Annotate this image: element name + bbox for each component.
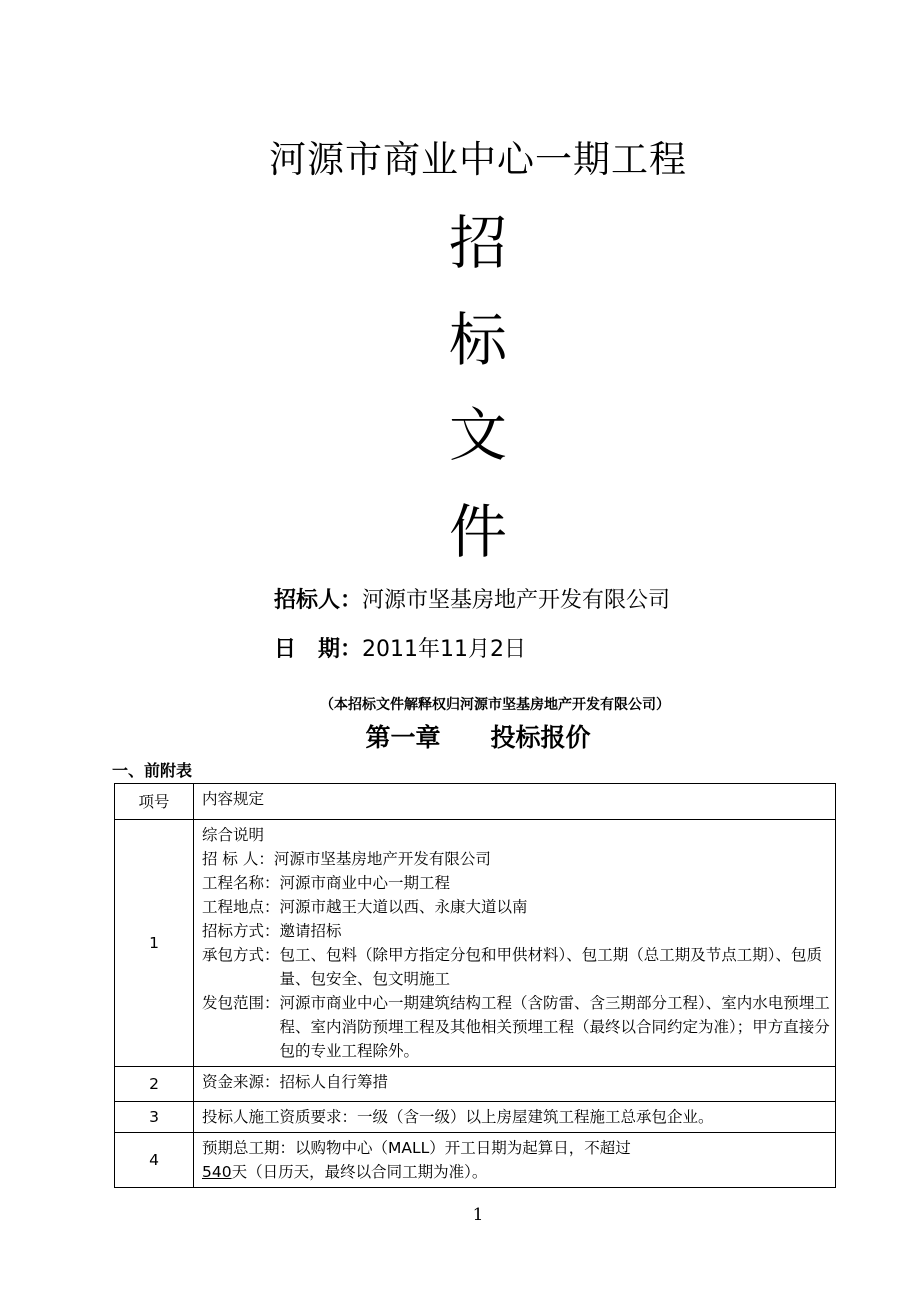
duration-rest: 天（日历天，最终以合同工期为准）。 — [231, 1163, 488, 1181]
table-row — [115, 1067, 836, 1102]
row-content — [194, 820, 836, 1067]
item-value: 邀请招标 — [279, 922, 342, 940]
duration-days: 540 — [202, 1163, 232, 1181]
chapter-title: 第一章 投标报价 — [365, 723, 591, 752]
row-content: 投标人施工资质要求：一级（含一级）以上房屋建筑工程施工总承包企业。 — [194, 1102, 836, 1133]
project-title: 河源市商业中心一期工程 — [269, 138, 687, 181]
list-item — [202, 847, 831, 871]
duration-line-2 — [202, 1160, 831, 1184]
item-key: 工程地点： — [202, 898, 280, 916]
date-line — [274, 634, 526, 666]
item-key: 招 标 人： — [202, 850, 274, 868]
tenderer-line — [274, 585, 670, 617]
row-number: 3 — [115, 1102, 194, 1133]
list-item — [202, 943, 831, 991]
pre-appendix-table — [114, 783, 836, 1188]
item-key: 招标方式： — [202, 922, 280, 940]
duration-line-1: 预期总工期：以购物中心（MALL）开工日期为起算日，不超过 — [202, 1139, 631, 1157]
row-number: 4 — [115, 1133, 194, 1188]
section-title: 一、前附表 — [112, 761, 193, 780]
title-char-3: 文 — [448, 401, 507, 469]
item-value: 河源市坚基房地产开发有限公司 — [273, 850, 491, 868]
item-value: 河源市商业中心一期建筑结构工程（含防雷、含三期部分工程）、室内水电预埋工程、室内消防预埋工程及其他相关预埋工程（最终以合同约定为准）；甲方直接分包的专业工程除外。 — [279, 994, 830, 1060]
list-item — [202, 871, 831, 895]
row-content: 资金来源：招标人自行筹措 — [194, 1067, 836, 1102]
row-content — [194, 1133, 836, 1188]
item-key: 工程名称： — [202, 874, 280, 892]
title-char-2: 标 — [448, 306, 507, 374]
tenderer-label: 招标人： — [274, 588, 363, 613]
table-row — [115, 1133, 836, 1188]
rights-note: （本招标文件解释权归河源市坚基房地产开发有限公司） — [320, 697, 670, 713]
title-char-4: 件 — [448, 498, 507, 566]
item-key: 承包方式： — [202, 946, 280, 964]
table-row — [115, 820, 836, 1067]
tenderer-value: 河源市坚基房地产开发有限公司 — [362, 588, 671, 613]
date-label: 日 期： — [274, 637, 363, 662]
general-description-heading: 综合说明 — [202, 826, 265, 844]
list-item — [202, 991, 831, 1063]
item-value: 河源市越王大道以西、永康大道以南 — [279, 898, 528, 916]
row-number: 2 — [115, 1067, 194, 1102]
title-char-1: 招 — [448, 209, 507, 277]
table-header-row — [115, 784, 836, 820]
header-content: 内容规定 — [194, 784, 836, 820]
item-value: 河源市商业中心一期工程 — [279, 874, 451, 892]
list-item — [202, 919, 831, 943]
list-item — [202, 895, 831, 919]
page-number: 1 — [472, 1205, 484, 1225]
item-key: 发包范围： — [202, 994, 280, 1012]
table-row — [115, 1102, 836, 1133]
item-value: 包工、包料（除甲方指定分包和甲供材料）、包工期（总工期及节点工期）、包质量、包安全、包文明施工 — [279, 946, 823, 988]
header-item-no: 项号 — [115, 784, 194, 820]
date-value: 2011年11月2日 — [362, 637, 526, 662]
row-number: 1 — [115, 820, 194, 1067]
